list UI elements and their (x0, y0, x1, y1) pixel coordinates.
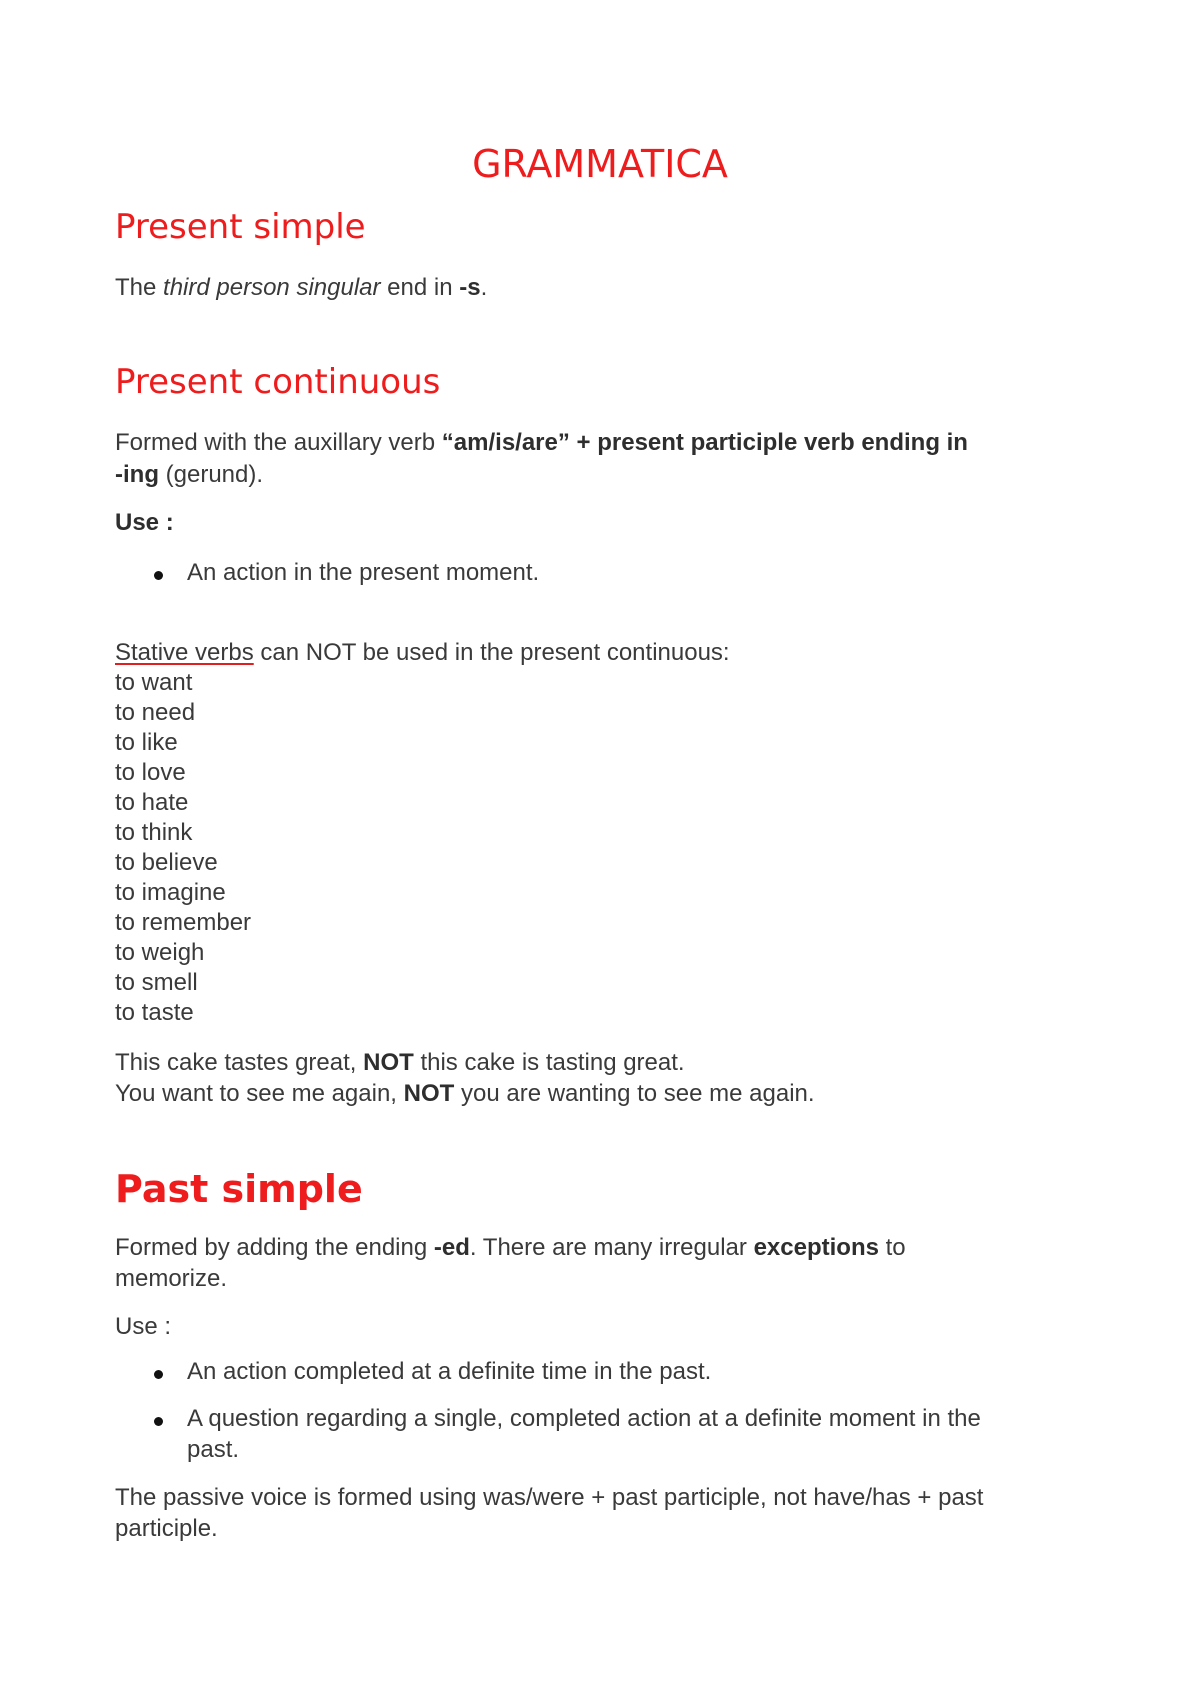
example-sentence: You want to see me again, NOT you are wanting to see me again. (115, 1080, 815, 1107)
use-label: Use : (115, 509, 174, 536)
present-continuous-formation-cont: -ing (gerund). (115, 461, 264, 488)
list-item: to hate (115, 789, 189, 816)
bullet-icon (154, 1417, 163, 1426)
past-simple-formation-cont: memorize. (115, 1265, 228, 1292)
document-title: GRAMMATICA (472, 142, 728, 186)
heading-past-simple: Past simple (115, 1167, 363, 1211)
list-item: to weigh (115, 939, 205, 966)
list-item: to want (115, 669, 193, 696)
present-simple-rule: The third person singular end in -s. (115, 274, 488, 301)
heading-present-simple: Present simple (115, 207, 366, 247)
example-sentence: This cake tastes great, NOT this cake is tasting great. (115, 1049, 685, 1076)
past-simple-formation: Formed by adding the ending -ed. There are many irregular exceptions to (115, 1234, 906, 1261)
list-item: to think (115, 819, 193, 846)
list-item: to taste (115, 999, 194, 1026)
list-item: to love (115, 759, 186, 786)
passive-voice-note-cont: participle. (115, 1515, 218, 1542)
list-item: to imagine (115, 879, 226, 906)
list-item: to believe (115, 849, 218, 876)
bullet-item-cont: past. (187, 1436, 240, 1463)
use-label: Use : (115, 1313, 172, 1340)
stative-verbs-list (115, 668, 251, 1028)
bullet-item: A question regarding a single, completed action at a definite moment in the (187, 1405, 981, 1432)
bullet-item: An action completed at a definite time in the past. (187, 1358, 712, 1385)
list-item: to remember (115, 909, 252, 936)
stative-verbs-intro: Stative verbs can NOT be used in the present continuous: (115, 639, 730, 666)
heading-present-continuous: Present continuous (115, 362, 441, 402)
passive-voice-note: The passive voice is formed using was/were + past participle, not have/has + past (115, 1484, 984, 1511)
bullet-icon (154, 571, 163, 580)
list-item: to like (115, 729, 178, 756)
list-item: to need (115, 699, 196, 726)
list-item: to smell (115, 969, 198, 996)
bullet-icon (154, 1370, 163, 1379)
bullet-item: An action in the present moment. (187, 559, 540, 586)
present-continuous-formation: Formed with the auxillary verb “am/is/are” + present participle verb ending in (115, 429, 968, 456)
